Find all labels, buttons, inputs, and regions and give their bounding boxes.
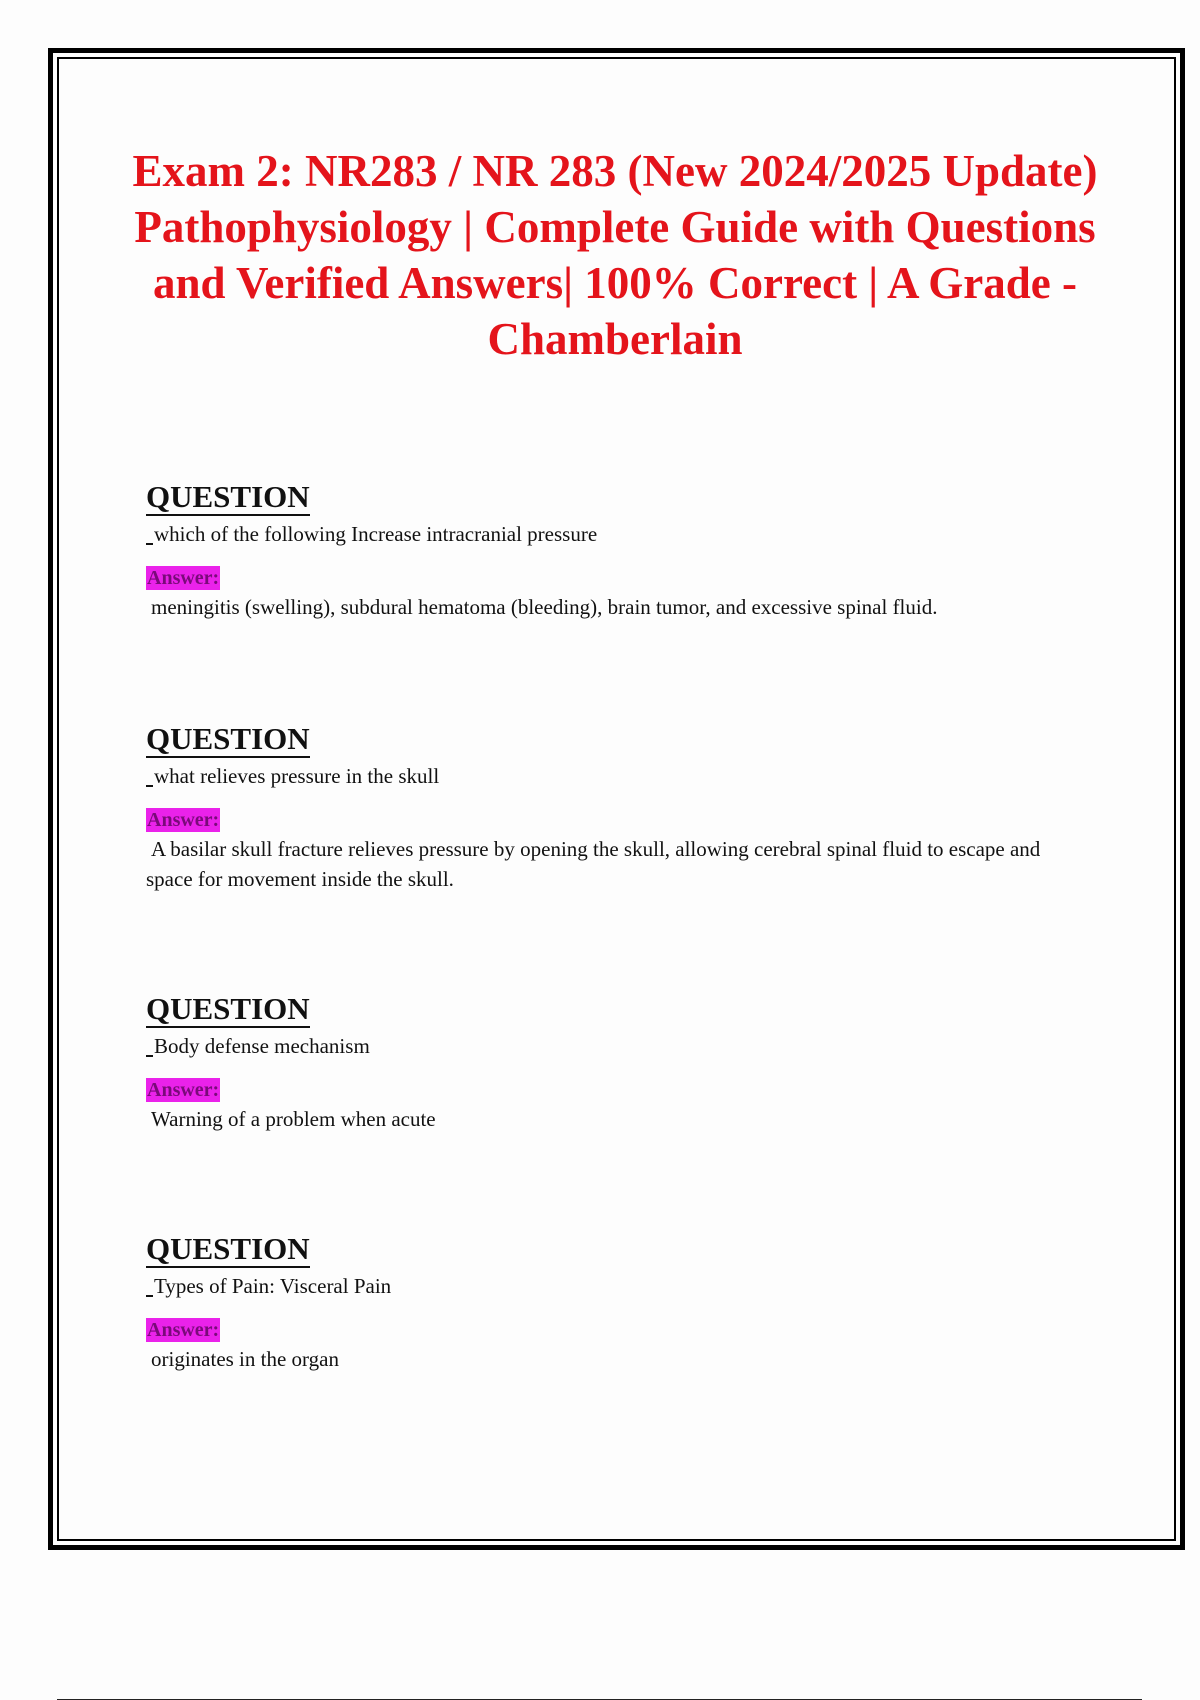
question-heading: QUESTION bbox=[146, 991, 310, 1026]
question-text: which of the following Increase intracranial pressure bbox=[154, 522, 598, 546]
question-text-row bbox=[146, 1271, 1076, 1301]
answer-label: Answer: bbox=[147, 809, 220, 831]
document-title: Exam 2: NR283 / NR 283 (New 2024/2025 Update) Pathophysiology | Complete Guide with Questions and Verified Answers| 100% Correct | A Grade -Chamberlain bbox=[132, 146, 1098, 364]
answer-label: Answer: bbox=[147, 1079, 220, 1101]
qa-item-1 bbox=[146, 480, 1076, 622]
question-text: Body defense mechanism bbox=[154, 1034, 370, 1058]
underscore-mark bbox=[146, 785, 153, 787]
answer-text: Warning of a problem when acute bbox=[151, 1107, 436, 1131]
answer-label: Answer: bbox=[147, 567, 220, 589]
question-text-row bbox=[146, 1031, 1076, 1061]
qa-item-2 bbox=[146, 722, 1076, 894]
underscore-mark bbox=[146, 543, 153, 545]
qa-item-3 bbox=[146, 992, 1076, 1134]
underscore-mark bbox=[146, 1055, 153, 1057]
underscore-mark bbox=[146, 1295, 153, 1297]
answer-text: meningitis (swelling), subdural hematoma (bleeding), brain tumor, and excessive spinal fluid. bbox=[151, 595, 938, 619]
question-heading: QUESTION bbox=[146, 721, 310, 756]
question-text-row bbox=[146, 519, 1076, 549]
question-heading: QUESTION bbox=[146, 479, 310, 514]
qa-item-4 bbox=[146, 1232, 1076, 1374]
question-text: what relieves pressure in the skull bbox=[154, 764, 440, 788]
answer-text: A basilar skull fracture relieves pressure by opening the skull, allowing cerebral spinal fluid to escape and space for movement inside the skull. bbox=[146, 837, 1041, 891]
question-text: Types of Pain: Visceral Pain bbox=[154, 1274, 392, 1298]
answer-text: originates in the organ bbox=[151, 1347, 339, 1371]
question-text-row bbox=[146, 761, 1076, 791]
question-heading: QUESTION bbox=[146, 1231, 310, 1266]
answer-label: Answer: bbox=[147, 1319, 220, 1341]
